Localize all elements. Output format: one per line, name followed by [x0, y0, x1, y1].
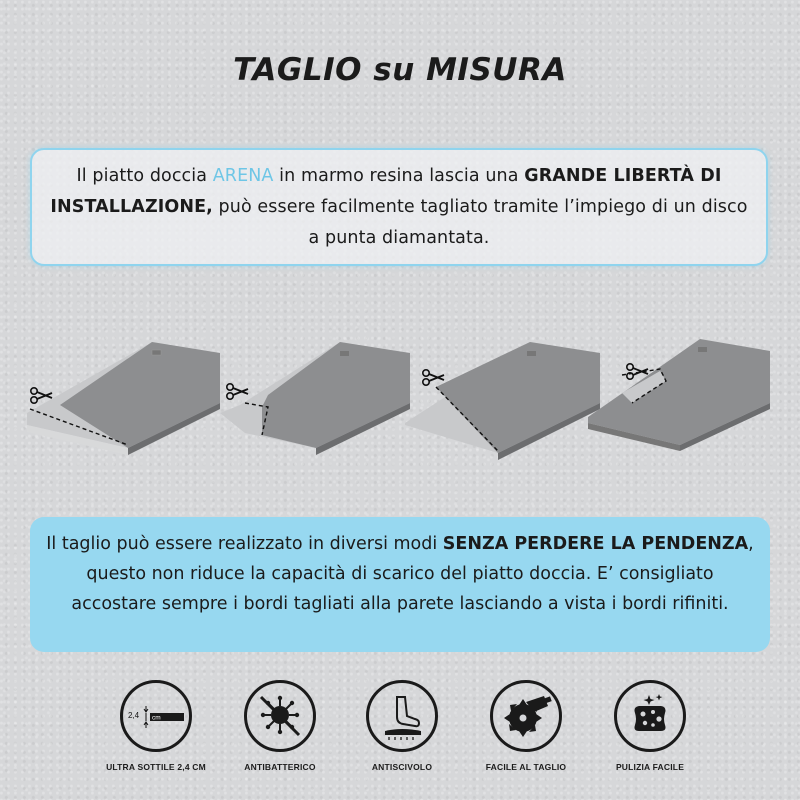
tray-cut-4 [588, 339, 770, 451]
feature-label: PULIZIA FACILE [615, 762, 685, 772]
saw-blade-icon [490, 680, 562, 752]
cutting-illustrations [0, 325, 800, 475]
thickness-icon [120, 680, 192, 752]
tray-cut-2 [220, 342, 410, 455]
feature-label: ANTIBATTERICO [244, 762, 316, 772]
feature-label: ULTRA SOTTILE 2,4 CM [106, 762, 206, 772]
feature-easy-cut [456, 680, 596, 772]
thickness-measure: 2,4 [128, 711, 140, 720]
info-highlight: SENZA PERDERE LA PENDENZA [442, 534, 749, 554]
intro-text: in marmo resina lascia una [273, 166, 525, 186]
brand-name: ARENA [212, 166, 274, 186]
page-title: TAGLIO su MISURA [233, 52, 567, 88]
feature-antibacterial [210, 680, 350, 772]
intro-highlight: GRANDE LIBERTÀ DI INSTALLAZIONE, [50, 166, 722, 217]
tray-cut-1 [27, 342, 220, 455]
non-slip-foot-icon [366, 680, 438, 752]
info-text: Il taglio può essere realizzato in diversi modi [46, 534, 443, 554]
tray-cut-3 [405, 342, 600, 460]
intro-text: Il piatto doccia [76, 166, 213, 186]
feature-label: ANTISCIVOLO [371, 762, 433, 772]
feature-thin [86, 680, 226, 772]
intro-text: può essere facilmente tagliato tramite l’impiego di un disco a punta diamantata. [212, 197, 748, 248]
feature-non-slip [332, 680, 472, 772]
sponge-icon [614, 680, 686, 752]
intro-box [30, 148, 768, 266]
feature-easy-clean [580, 680, 720, 772]
info-box [30, 517, 770, 652]
thickness-unit: cm [152, 714, 161, 722]
feature-icons [0, 680, 800, 790]
info-text: , questo non riduce la capacità di scarico del piatto doccia. E’ consigliato accostare sempre i bordi tagliati alla parete lasciando a vista i bordi rifiniti. [71, 534, 754, 614]
antibacterial-icon [244, 680, 316, 752]
feature-label: FACILE AL TAGLIO [485, 762, 567, 772]
